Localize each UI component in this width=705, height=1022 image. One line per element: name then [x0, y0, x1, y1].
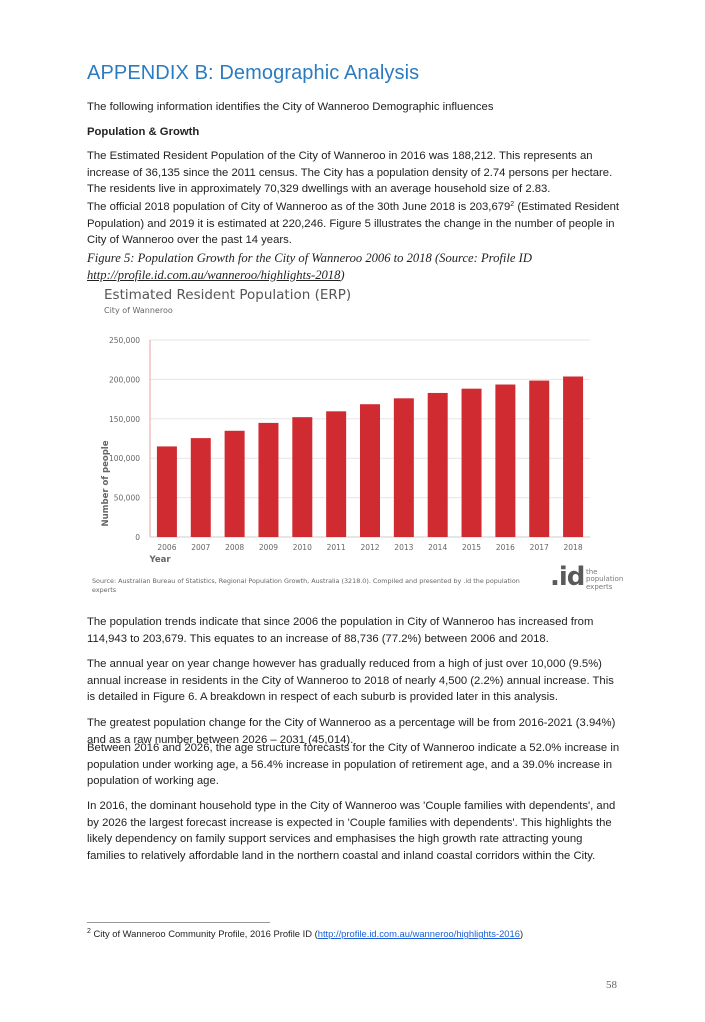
- y-tick-label: 50,000: [113, 493, 140, 503]
- population-paragraph: The Estimated Resident Population of the City of Wanneroo in 2016 was 188,212. This represents an increase of 36,135 since the 2011 census. The City has a population density of 2.74 persons per hectare. The residents live in approximately 70,329 dwellings with an average household size of 2.83.: [87, 150, 613, 196]
- chart-title: Estimated Resident Population (ERP): [104, 287, 352, 303]
- footnote-divider: [87, 922, 270, 923]
- y-tick-label: 250,000: [108, 336, 140, 345]
- footnote-reference[interactable]: 2: [510, 201, 515, 208]
- chart-subtitle: City of Wanneroo: [104, 306, 173, 315]
- bar-2008: [225, 431, 245, 537]
- logo-line-3: experts: [586, 582, 613, 591]
- x-tick-label: 2016: [495, 543, 515, 552]
- bar-2018: [563, 377, 583, 537]
- figure-caption-link[interactable]: http://profile.id.com.au/wanneroo/highlights-2018: [87, 268, 341, 282]
- bar-2012: [360, 404, 380, 537]
- official-population-paragraph: [87, 199, 622, 249]
- y-tick-label: 100,000: [108, 454, 140, 464]
- greatest-change-paragraph: The greatest population change for the City of Wanneroo as a percentage will be from 2016-2021 (3.94%) and as a raw number between 2026 – 2031 (45,014).: [87, 717, 616, 746]
- x-tick-label: 2017: [529, 543, 549, 552]
- logo-line-2: population: [586, 575, 624, 584]
- intro-paragraph: The following information identifies the City of Wanneroo Demographic influences: [87, 101, 494, 113]
- chart-source: Source: Australian Bureau of Statistics, Regional Population Growth, Australia (3218.0). Compiled and presented by .id the population experts: [92, 577, 520, 594]
- x-axis-label: Year: [149, 555, 171, 565]
- bar-2011: [326, 411, 346, 537]
- official-population-text-cont: (Estimated Resident Population) and 2019 it is estimated at 220,246. Figure 5 illustrates the change in the number of people in City of Wanneroo over the past 14 years.: [87, 201, 620, 247]
- y-tick-label: 0: [135, 533, 140, 542]
- age-structure-paragraph: Between 2016 and 2026, the age structure forecasts for the City of Wanneroo indicate a 52.0% increase in population under working age, a 56.4% increase in population of retirement age, and a 39.0% increase in population of working age.: [87, 742, 620, 788]
- footnote-link[interactable]: http://profile.id.com.au/wanneroo/highlights-2016: [317, 928, 520, 939]
- x-tick-label: 2013: [394, 543, 414, 552]
- logo-mark: .id: [550, 562, 585, 592]
- footnote: [87, 928, 523, 939]
- official-population-text: The official 2018 population of City of Wanneroo as of the 30th June 2018 is 203,679: [87, 201, 511, 213]
- x-tick-label: 2011: [326, 543, 346, 552]
- bar-2014: [428, 393, 448, 537]
- x-tick-label: 2008: [225, 543, 245, 552]
- chart-canvas: [88, 283, 628, 603]
- x-tick-label: 2018: [563, 543, 583, 552]
- trend-paragraph: The population trends indicate that since 2006 the population in City of Wanneroo has increased from 114,943 to 203,679. This equates to an increase of 88,736 (77.2%) between 2006 and 2018.: [87, 616, 594, 645]
- bar-2017: [529, 381, 549, 537]
- x-tick-label: 2007: [191, 543, 211, 552]
- figure-caption-close: ): [340, 268, 345, 282]
- y-tick-label: 200,000: [108, 375, 140, 385]
- y-tick-label: 150,000: [108, 414, 140, 424]
- x-tick-label: 2015: [461, 543, 482, 552]
- bar-2010: [292, 417, 312, 537]
- bar-2007: [191, 438, 211, 537]
- bar-2013: [394, 398, 414, 537]
- annual-change-paragraph: The annual year on year change however has gradually reduced from a high of just over 10,000 (9.5%) annual increase in residents in the City of Wanneroo to 2018 of nearly 4,500 (2.2%) annual increase. This is detailed in Figure 6. A breakdown in respect of each suburb is provided later in this analysis.: [87, 658, 614, 704]
- footnote-text: City of Wanneroo Community Profile, 2016 Profile ID (: [90, 928, 318, 939]
- footnote-number: 2: [87, 928, 91, 935]
- id-logo: [550, 562, 630, 596]
- figure-caption: [87, 250, 647, 284]
- bar-2015: [462, 389, 482, 537]
- x-tick-label: 2014: [428, 543, 448, 552]
- section-title: Population & Growth: [87, 126, 200, 138]
- bar-2009: [258, 423, 278, 537]
- page-heading: APPENDIX B: Demographic Analysis: [87, 62, 420, 84]
- bar-2016: [495, 385, 515, 537]
- y-axis-label: Number of people: [101, 440, 111, 527]
- figure-caption-text: Figure 5: Population Growth for the City of Wanneroo 2006 to 2018 (Source: Profile ID: [87, 251, 532, 265]
- x-tick-label: 2006: [157, 543, 177, 552]
- logo-line-1: the: [586, 568, 598, 576]
- x-tick-label: 2012: [360, 543, 380, 552]
- population-chart: [88, 283, 628, 603]
- x-tick-label: 2010: [292, 543, 312, 552]
- logo-text: [586, 569, 630, 591]
- page-number: 58: [606, 979, 617, 991]
- footnote-close: ): [519, 928, 524, 939]
- x-tick-label: 2009: [258, 543, 279, 552]
- bar-2006: [157, 446, 177, 537]
- household-paragraph: In 2016, the dominant household type in the City of Wanneroo was 'Couple families with dependents', and by 2026 the largest forecast increase is expected in 'Couple families with dependents'. This highlights the likely dependency on family support services and emphasises the high growth rate attracting young families to relatively affordable land in the northern coastal and inland coastal corridors within the City.: [87, 800, 616, 862]
